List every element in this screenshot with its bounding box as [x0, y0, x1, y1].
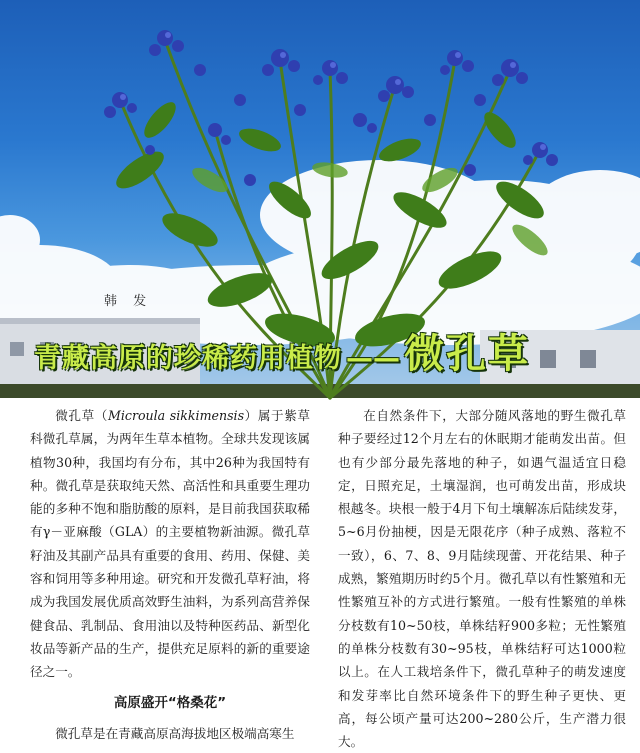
article-headline — [34, 322, 634, 379]
intro-paragraph: 微孔草（Microula sikkimensis）属于紫草科微孔草属，为两年生草本植物。全球共发现该属植物30种，我国均有分布，其中26种为我国特有种。微孔草是获取纯天然、高活性和具重要生理功能的多种不饱和脂肪酸的原料，是目前我国获取稀有γ－亚麻酸（GLA）的主要植物新油源。微孔草籽油及其副产品具有重要的食用、药用、保健、美容和饲用等多种用途。研究和开发微孔草籽油，将成为我国发展优质高效野生油料，为系列高营养保健食品、乳制品、食用油以及特种医药品、新型化妆品等新产品的生产，提供充足原料的新的重要途径之一。 — [30, 408, 311, 680]
latin-name: Microula sikkimensis — [107, 408, 245, 423]
author-byline: 韩 发 — [104, 294, 153, 309]
section-subheading: 高原盛开“格桑花” — [113, 694, 227, 711]
right-column — [338, 404, 626, 753]
headline-emphasis: 微孔草 — [404, 331, 530, 377]
reproduction-paragraph: 在自然条件下，大部分随风落地的野生微孔草种子要经过12个月左右的休眠期才能萌发出苗。但也有少部分最先落地的种子，如遇气温适宜日稳定，日照充足，土壤湿润，也可萌发出苗，形成块根越冬。块根一般于4月下旬土壤解冻后陆续发芽，5~6月份抽梗，因是无限花序（种子成熟、落粒不一致），6、7、8、9月陆续现蕾、开花结果、种子成熟，繁殖期历时约5个月。微孔草以有性繁殖和无性繁殖互补的方式进行繁殖。一般有性繁殖的单株分枝数有10~50枝，单株结籽900多粒；无性繁殖的单株分枝数有30~95枝，单株结籽可达1000粒以上。在人工栽培条件下，微孔草种子的萌发速度和发芽率比自然环境条件下的野生种子更快、更高，每公顷产量可达200~280公斤，生产潜力很大。 — [338, 408, 626, 750]
headline-main: 青藏高原的珍稀药用植物 — [34, 343, 342, 374]
headline-dash: —— — [346, 343, 400, 374]
left-column — [30, 404, 310, 745]
section-paragraph: 微孔草是在青藏高原高海拔地区极端高寒生 — [55, 725, 295, 741]
